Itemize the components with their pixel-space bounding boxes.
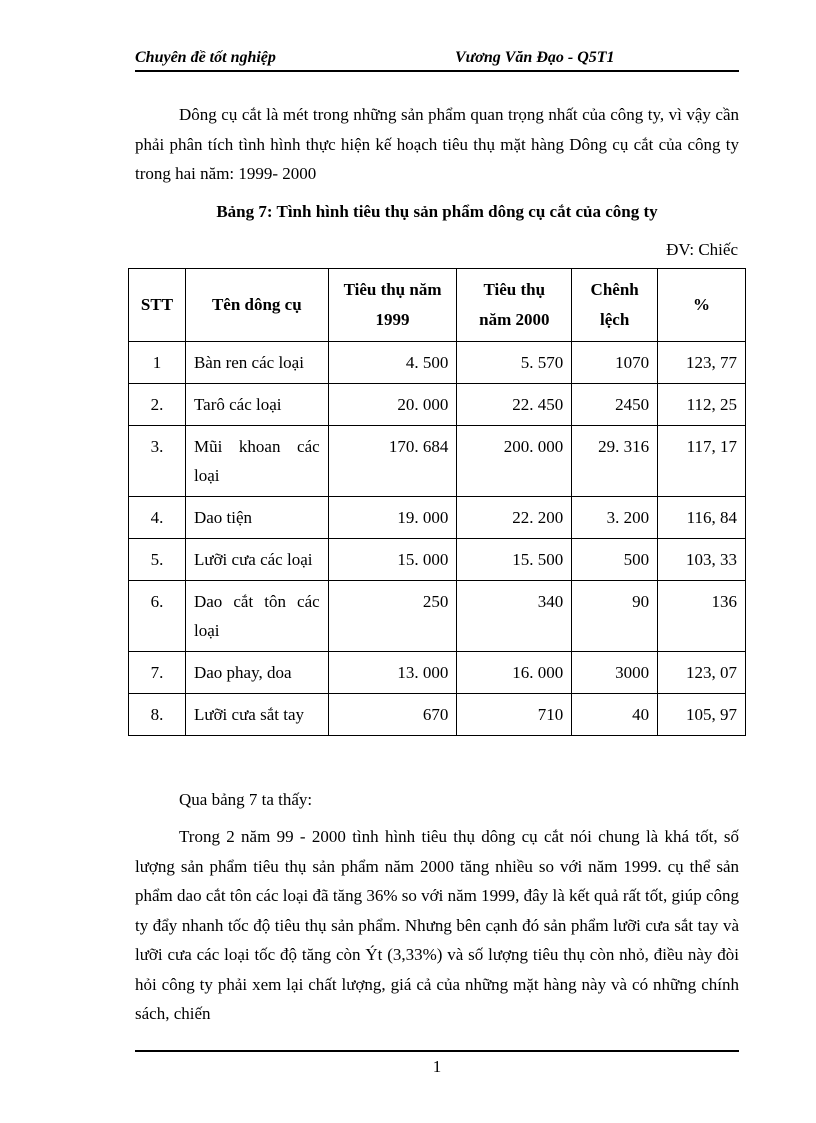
cell-diff: 90 — [572, 581, 658, 652]
cell-1999: 4. 500 — [328, 342, 457, 384]
cell-pct: 112, 25 — [658, 384, 746, 426]
cell-diff: 500 — [572, 539, 658, 581]
header-thesis-title: Chuyên đề tốt nghiệp — [135, 49, 276, 66]
summary-paragraph: Trong 2 năm 99 - 2000 tình hình tiêu thụ dông cụ cắt nói chung là khá tốt, số lượng sản phẩm tiêu thụ sản phẩm năm 2000 tăng nhiều so với năm 1999. cụ thể sản phẩm dao cắt tôn các loại đã tăng 36% so với năm 1999, đây là kết quả rất tốt, giúp công ty đẩy nhanh tốc độ tiêu thụ sản phẩm. Nhưng bên cạnh đó sản phẩm lưỡi cưa sắt tay và lưỡi cưa các loại tốc độ tăng còn Ýt (3,33%) và số lượng tiêu thụ còn nhỏ, điều này đòi hỏi công ty phải xem lại chất lượng, giá cả của những mặt hàng này và có những chính sách, chiến — [135, 827, 739, 1023]
cell-diff: 1070 — [572, 342, 658, 384]
cell-1999: 170. 684 — [328, 426, 457, 497]
cell-name: Lưỡi cưa sắt tay — [185, 694, 328, 736]
cell-2000: 5. 570 — [457, 342, 572, 384]
table-row — [129, 426, 746, 497]
table-caption: Bảng 7: Tình hình tiêu thụ sản phẩm dông cụ cắt của công ty — [216, 202, 658, 221]
header-2000: Tiêu thụ năm 2000 — [457, 269, 572, 342]
cell-stt: 4. — [129, 497, 186, 539]
cell-stt: 8. — [129, 694, 186, 736]
cell-diff: 3000 — [572, 652, 658, 694]
table-row — [129, 384, 746, 426]
header-stt: STT — [129, 269, 186, 342]
header-1999: Tiêu thụ năm 1999 — [328, 269, 457, 342]
cell-pct: 116, 84 — [658, 497, 746, 539]
cell-pct: 105, 97 — [658, 694, 746, 736]
cell-2000: 16. 000 — [457, 652, 572, 694]
cell-stt: 1 — [129, 342, 186, 384]
cell-1999: 19. 000 — [328, 497, 457, 539]
header-pct: % — [658, 269, 746, 342]
cell-pct: 136 — [658, 581, 746, 652]
cell-2000: 200. 000 — [457, 426, 572, 497]
cell-pct: 123, 07 — [658, 652, 746, 694]
header-name: Tên dông cụ — [185, 269, 328, 342]
cell-stt: 5. — [129, 539, 186, 581]
footer-divider — [135, 1050, 739, 1052]
cell-diff: 2450 — [572, 384, 658, 426]
cell-stt: 6. — [129, 581, 186, 652]
header-author: Vương Văn Đạo - Q5T1 — [455, 49, 615, 66]
cell-2000: 22. 450 — [457, 384, 572, 426]
cell-1999: 15. 000 — [328, 539, 457, 581]
table-unit: ĐV: Chiếc — [666, 240, 738, 259]
table-row — [129, 652, 746, 694]
cell-pct: 117, 17 — [658, 426, 746, 497]
cell-2000: 22. 200 — [457, 497, 572, 539]
cell-diff: 29. 316 — [572, 426, 658, 497]
cell-diff: 3. 200 — [572, 497, 658, 539]
cell-name: Tarô các loại — [185, 384, 328, 426]
table-row — [129, 694, 746, 736]
summary-intro: Qua bảng 7 ta thấy: — [179, 790, 313, 809]
cell-stt: 7. — [129, 652, 186, 694]
cell-1999: 250 — [328, 581, 457, 652]
cell-pct: 123, 77 — [658, 342, 746, 384]
cell-2000: 15. 500 — [457, 539, 572, 581]
cell-2000: 340 — [457, 581, 572, 652]
consumption-table — [128, 268, 746, 736]
page-header — [135, 48, 739, 72]
table-row — [129, 497, 746, 539]
table-row — [129, 581, 746, 652]
cell-name: Mũi khoan các loại — [185, 426, 328, 497]
cell-pct: 103, 33 — [658, 539, 746, 581]
table-row — [129, 539, 746, 581]
cell-2000: 710 — [457, 694, 572, 736]
cell-1999: 13. 000 — [328, 652, 457, 694]
cell-name: Dao cắt tôn các loại — [185, 581, 328, 652]
cell-name: Dao phay, doa — [185, 652, 328, 694]
cell-name: Bàn ren các loại — [185, 342, 328, 384]
cell-stt: 2. — [129, 384, 186, 426]
cell-stt: 3. — [129, 426, 186, 497]
cell-1999: 670 — [328, 694, 457, 736]
table-row — [129, 342, 746, 384]
cell-1999: 20. 000 — [328, 384, 457, 426]
cell-name: Lưỡi cưa các loại — [185, 539, 328, 581]
intro-paragraph: Dông cụ cắt là mét trong những sản phẩm quan trọng nhất của công ty, vì vậy cần phải phân tích tình hình thực hiện kế hoạch tiêu thụ mặt hàng Dông cụ cắt của công ty trong hai năm: 1999- 2000 — [135, 105, 739, 183]
cell-diff: 40 — [572, 694, 658, 736]
page-number: 1 — [432, 1057, 442, 1076]
cell-name: Dao tiện — [185, 497, 328, 539]
table-header-row — [129, 269, 746, 342]
header-diff: Chênh lệch — [572, 269, 658, 342]
